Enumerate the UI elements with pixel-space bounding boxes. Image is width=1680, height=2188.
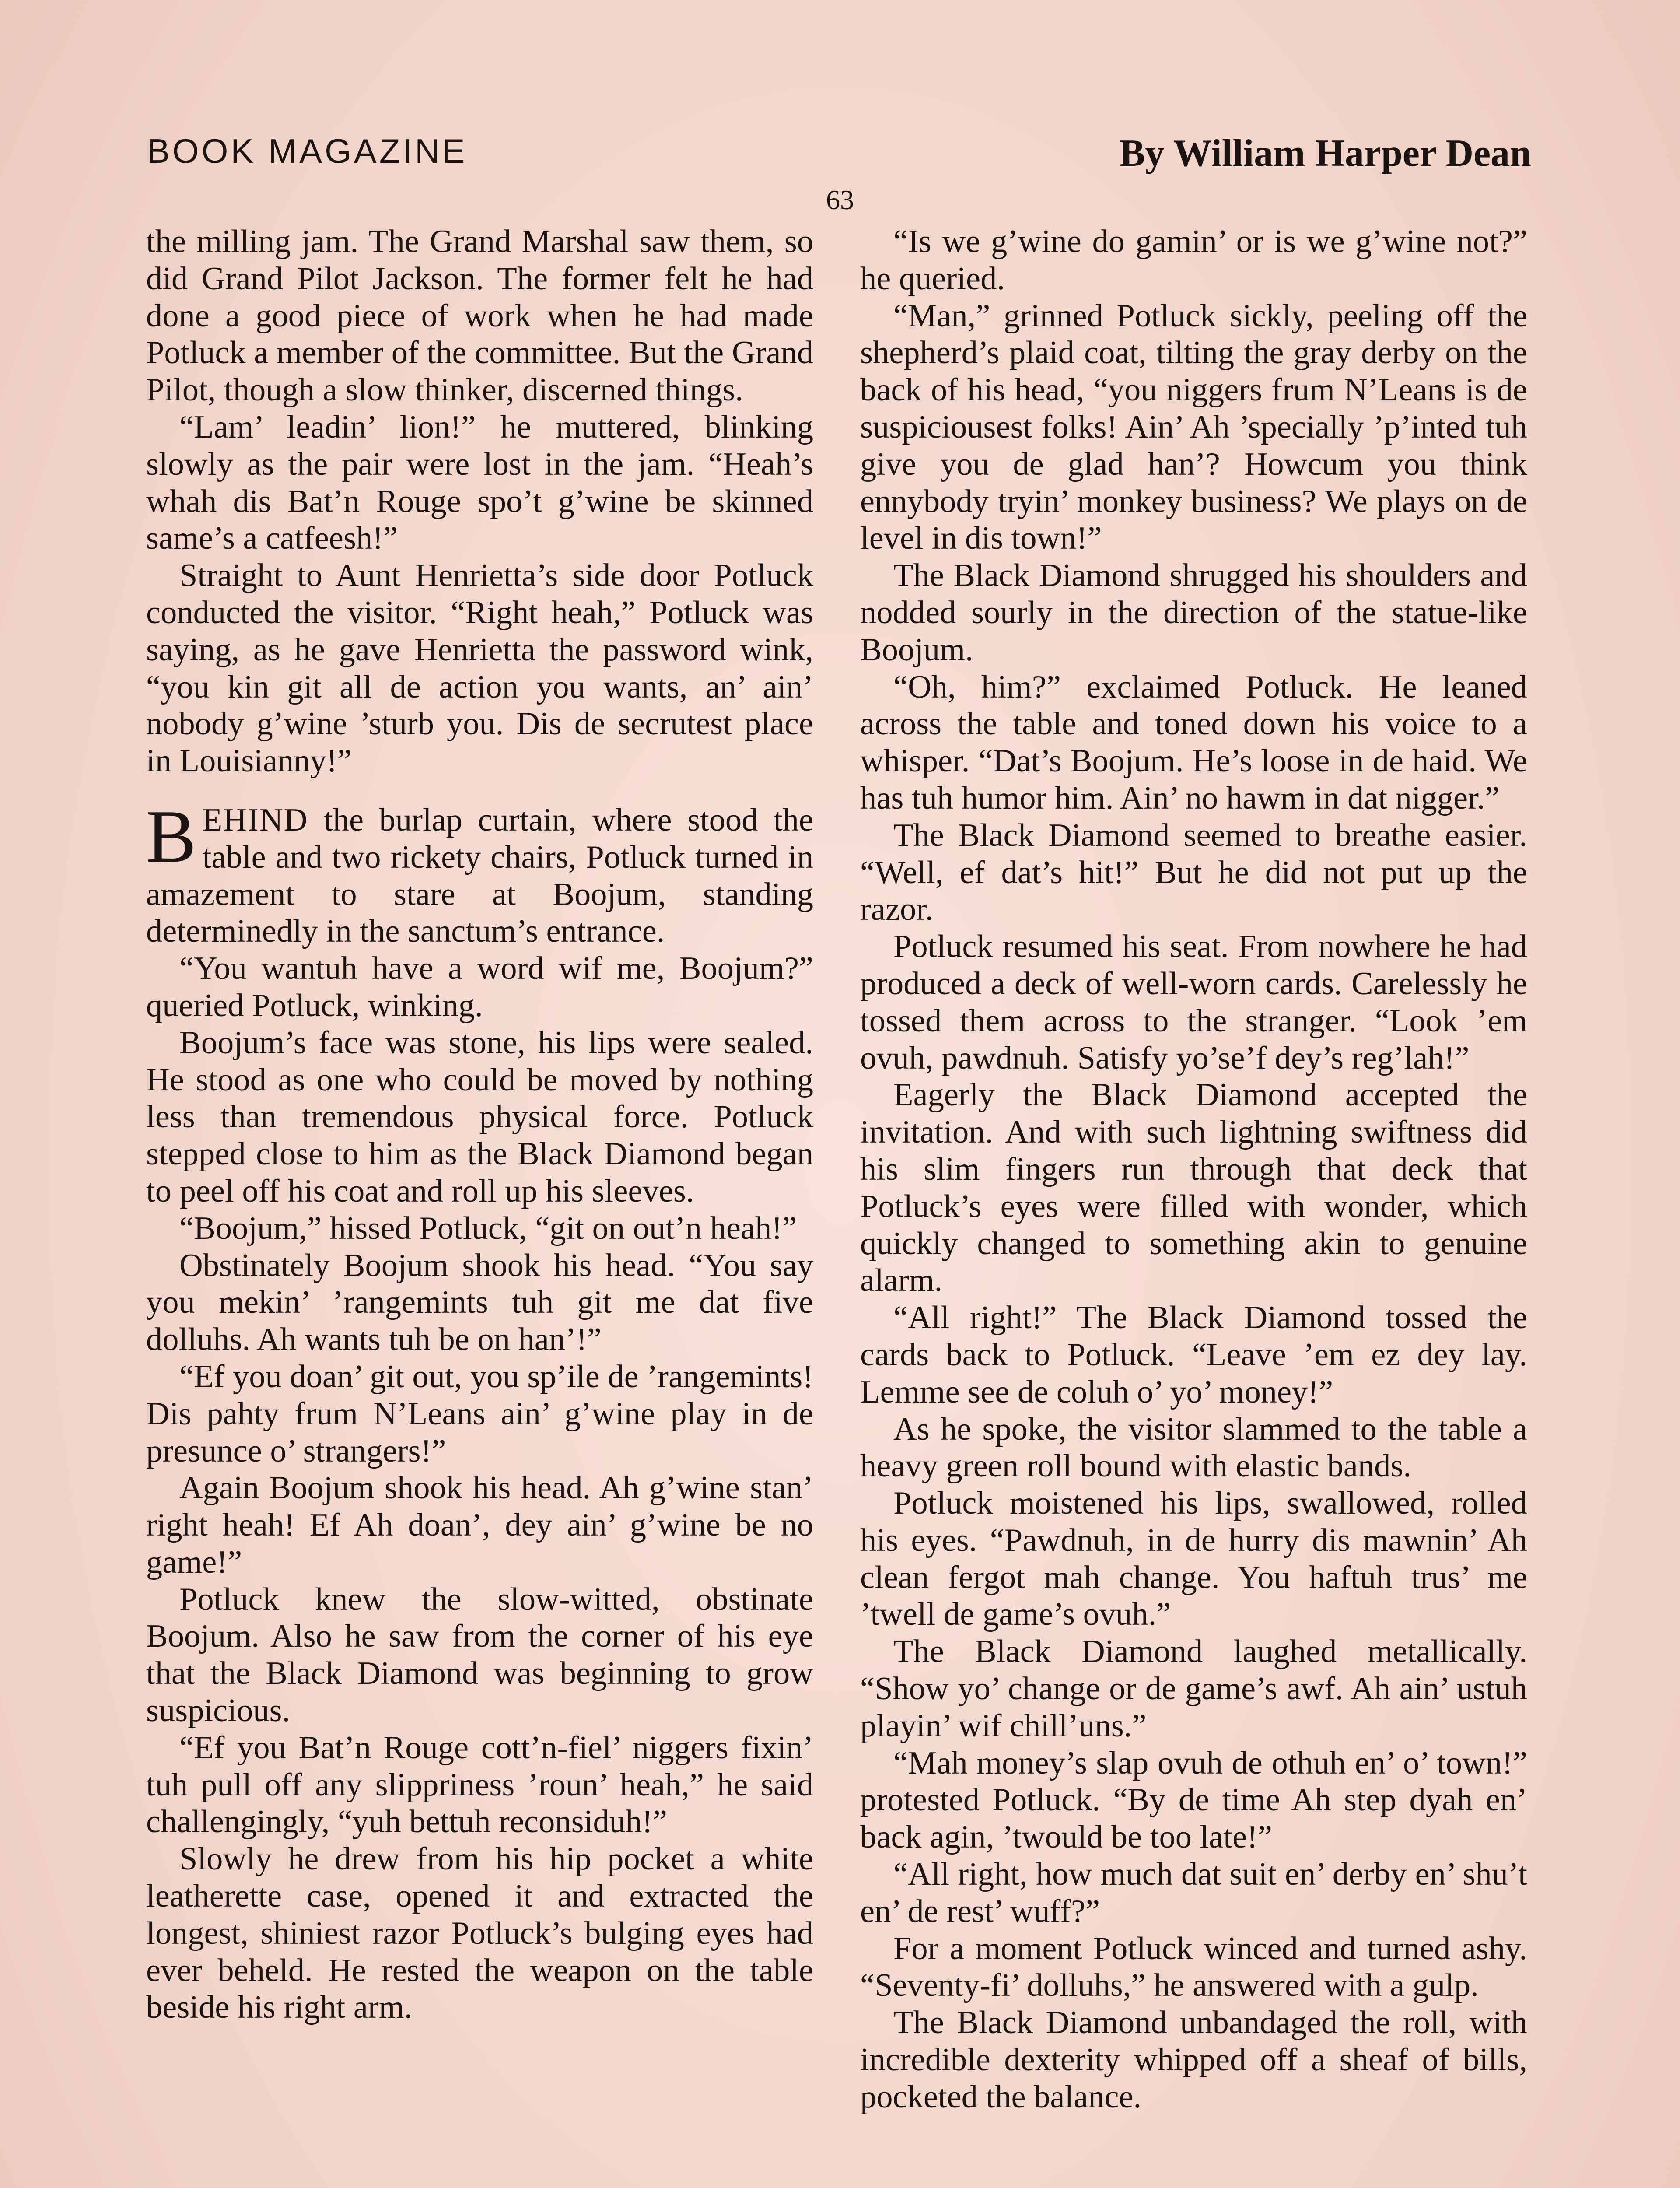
- paragraph: “Is we g’wine do gamin’ or is we g’wine not?” he queried.: [860, 224, 1527, 297]
- paragraph: “All right, how much dat suit en’ derby en’ shu’t en’ de rest’ wuff?”: [860, 1856, 1527, 1929]
- paragraph: Slowly he drew from his hip pocket a white leatherette case, opened it and extracted the longest, shiniest razor Potluck’s bulging eyes had ever beheld. He rested the weapon on the table beside his right arm.: [146, 1841, 813, 2026]
- paragraph: The Black Diamond unbandaged the roll, with incredible dexterity whipped off a sheaf of bills, pocketed the balance.: [860, 2005, 1527, 2115]
- paragraph-continuation: Potluck turned in amazement to stare at Boojum, standing determinedly in the sanctum’s entrance.: [146, 839, 813, 950]
- paragraph: Potluck resumed his seat. From nowhere he had produced a deck of well-worn cards. Carelessly he tossed them across to the stranger. “Look ’em ovuh, pawdnuh. Satisfy yo’se’f dey’s reg’lah!”: [860, 929, 1527, 1076]
- paragraph: “You wantuh have a word wif me, Boojum?” queried Potluck, winking.: [146, 950, 813, 1024]
- paragraph: Obstinately Boojum shook his head. “You say you mekin’ ’rangemints tuh git me dat five dolluhs. Ah wants tuh be on han’!”: [146, 1247, 813, 1358]
- paragraph: “Oh, him?” exclaimed Potluck. He leaned across the table and toned down his voice to a whisper. “Dat’s Boojum. He’s loose in de haid. We has tuh humor him. Ain’ no hawm in dat nigger.”: [860, 669, 1527, 816]
- paragraph: “Ef you doan’ git out, you sp’ile de ’rangemints! Dis pahty frum N’Leans ain’ g’wine play in de presunce o’ strangers!”: [146, 1358, 813, 1469]
- paragraph: “Boojum,” hissed Potluck, “git on out’n heah!”: [179, 1210, 797, 1246]
- paragraph: “Man,” grinned Potluck sickly, peeling off the shepherd’s plaid coat, tilting the gray derby on the back of his head, “you niggers frum N’Leans is de suspiciousest folks! Ain’ Ah ’specially ’p’inted tuh give you de glad han’? Howcum you think ennybody tryin’ monkey business? We plays on de level in dis town!”: [860, 298, 1527, 557]
- paragraph: Potluck moistened his lips, swallowed, rolled his eyes. “Pawdnuh, in de hurry dis mawnin’ Ah clean fergot mah change. You haftuh trus’ me ’twell de game’s ovuh.”: [860, 1485, 1527, 1633]
- paragraph: The Black Diamond shrugged his shoulders and nodded sourly in the direction of the statue-like Boojum.: [860, 558, 1527, 668]
- paragraph: “Ef you Bat’n Rouge cott’n-fiel’ niggers fixin’ tuh pull off any slippriness ’roun’ heah,” he said challengingly, “yuh bettuh reconsiduh!”: [146, 1729, 813, 1840]
- paragraph: Eagerly the Black Diamond accepted the invitation. And with such lightning swiftness did his slim fingers run through that deck that Potluck’s eyes were filled with wonder, which quickly changed to something akin to genuine alarm.: [860, 1077, 1527, 1299]
- paragraph: Boojum’s face was stone, his lips were sealed. He stood as one who could be moved by nothing less than tremendous physical force. Potluck stepped close to him as the Black Diamond began to peel off his coat and roll up his sleeves.: [146, 1024, 813, 1209]
- left-column: [146, 223, 813, 2026]
- paragraph: The Black Diamond seemed to breathe easier. “Well, ef dat’s hit!” But he did not put up the razor.: [860, 817, 1527, 928]
- paragraph: “All right!” The Black Diamond tossed the cards back to Potluck. “Leave ’em ez dey lay. Lemme see de coluh o’ yo’ money!”: [860, 1300, 1527, 1410]
- page-number: 63: [826, 184, 854, 215]
- author-byline: By William Harper Dean: [1119, 132, 1531, 175]
- paragraph: As he spoke, the visitor slammed to the table a heavy green roll bound with elastic bands.: [860, 1411, 1527, 1484]
- paragraph: Potluck knew the slow-witted, obstinate Boojum. Also he saw from the corner of his eye that the Black Diamond was beginning to grow suspicious.: [146, 1581, 813, 1729]
- paragraph: “Mah money’s slap ovuh de othuh en’ o’ town!” protested Potluck. “By de time Ah step dyah en’ back agin, ’twould be too late!”: [860, 1745, 1527, 1855]
- paragraph: Again Boojum shook his head. Ah g’wine stan’ right heah! Ef Ah doan’, dey ain’ g’wine be no game!”: [146, 1470, 813, 1580]
- paragraph: The Black Diamond laughed metallically. “Show yo’ change or de game’s awf. Ah ain’ ustuh playin’ wif chill’uns.”: [860, 1634, 1527, 1744]
- paragraph: the milling jam. The Grand Marshal saw them, so did Grand Pilot Jackson. The former felt he had done a good piece of work when he had made Potluck a member of the committee. But the Grand Pilot, though a slow thinker, discerned things.: [146, 224, 813, 408]
- paragraph: For a moment Potluck winced and turned ashy. “Seventy-fi’ dolluhs,” he answered with a gulp.: [860, 1930, 1527, 2004]
- paragraph: Straight to Aunt Henrietta’s side door Potluck conducted the visitor. “Right heah,” Potluck was saying, as he gave Henrietta the password wink, “you kin git all de action you wants, an’ ain’ nobody g’wine ’sturb you. Dis de secrutest place in Louisianny!”: [146, 558, 813, 779]
- dropcap-text: the burlap curtain, where stood the table and two rickety chairs,: [202, 802, 813, 875]
- magazine-title: BOOK MAGAZINE: [147, 132, 468, 170]
- dropcap-paragraph: [146, 795, 813, 950]
- drop-cap-letter: B: [146, 795, 196, 878]
- dropcap-caps: EHIND: [202, 802, 308, 838]
- paragraph: “Lam’ leadin’ lion!” he muttered, blinking slowly as the pair were lost in the jam. “Heah’s whah dis Bat’n Rouge spo’t g’wine be skinned same’s a catfeesh!”: [146, 409, 813, 557]
- right-column: [860, 223, 1527, 2116]
